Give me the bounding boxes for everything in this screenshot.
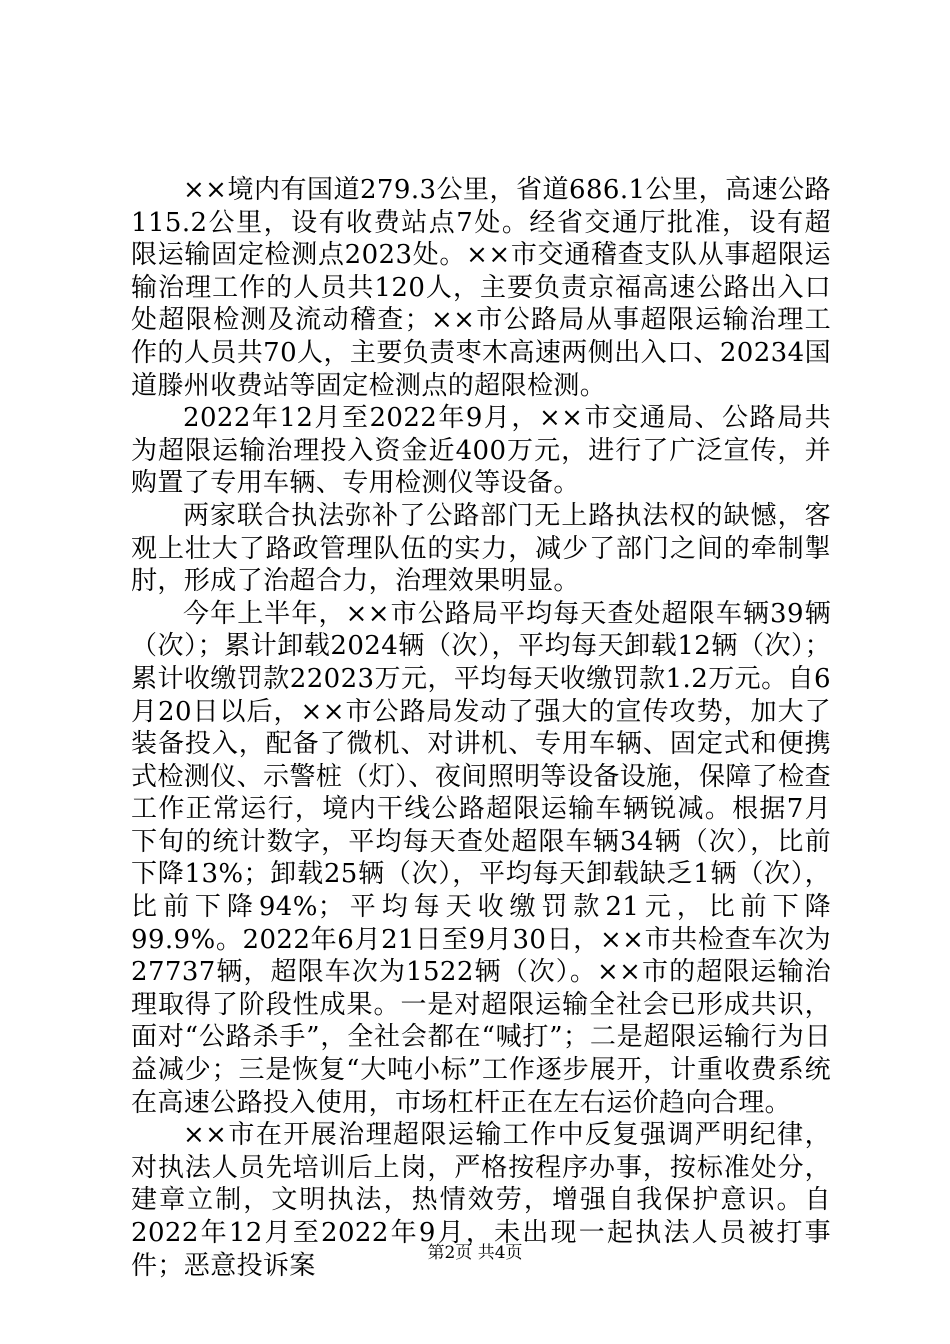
paragraph-3: 两家联合执法弥补了公路部门无上路执法权的缺憾，客观上壮大了路政管理队伍的实力，减少了部门之间的牵制掣肘，形成了治超合力，治理效果明显。 [131,500,831,597]
paragraph-2: 2022年12月至2022年9月，××市交通局、公路局共为超限运输治理投入资金近400万元，进行了广泛宣传，并购置了专用车辆、专用检测仪等设备。 [131,403,831,499]
document-body [131,174,831,1282]
paragraph-4: 今年上半年，××市公路局平均每天查处超限车辆39辆（次）；累计卸载2024辆（次），平均每天卸载12辆（次）；累计收缴罚款22023万元，平均每天收缴罚款1.2万元。自6月20日以后，××市公路局发动了强大的宣传攻势，加大了装备投入，配备了微机、对讲机、专用车辆、固定式和便携式检测仪、示警桩（灯）、夜间照明等设备设施，保障了检查工作正常运行，境内干线公路超限运输车辆锐减。根据7月下旬的统计数字，平均每天查处超限车辆34辆（次），比前下降13%；卸载25辆（次），平均每天卸载缺乏1辆（次），比前下降94%；平均每天收缴罚款21元，比前下降99.9%。2022年6月21日至9月30日，××市共检查车次为27737辆，超限车次为1522辆（次）。××市的超限运输治理取得了阶段性成果。一是对超限运输全社会已形成共识，面对“公路杀手”，全社会都在“喊打”；二是超限运输行为日益减少；三是恢复“大吨小标”工作逐步展开，计重收费系统在高速公路投入使用，市场杠杆正在左右运价趋向合理。 [131,598,831,1118]
paragraph-1: ××境内有国道279.3公里，省道686.1公里，高速公路115.2公里，设有收费站点7处。经省交通厅批准，设有超限运输固定检测点2023处。××市交通稽查支队从事超限运输治理工作的人员共120人，主要负责京福高速公路出入口处超限检测及流动稽查；××市公路局从事超限运输治理工作的人员共70人，主要负责枣木高速两侧出入口、20234国道滕州收费站等固定检测点的超限检测。 [131,175,831,401]
page-footer: 第2页 共4页 [427,1243,523,1263]
paragraph-5: ××市在开展治理超限运输工作中反复强调严明纪律，对执法人员先培训后上岗，严格按程序办事，按标准处分，建章立制，文明执法，热情效劳，增强自我保护意识。自2022年12月至2022年9月，未出现一起执法人员被打事件；恶意投诉案 [131,1120,831,1281]
